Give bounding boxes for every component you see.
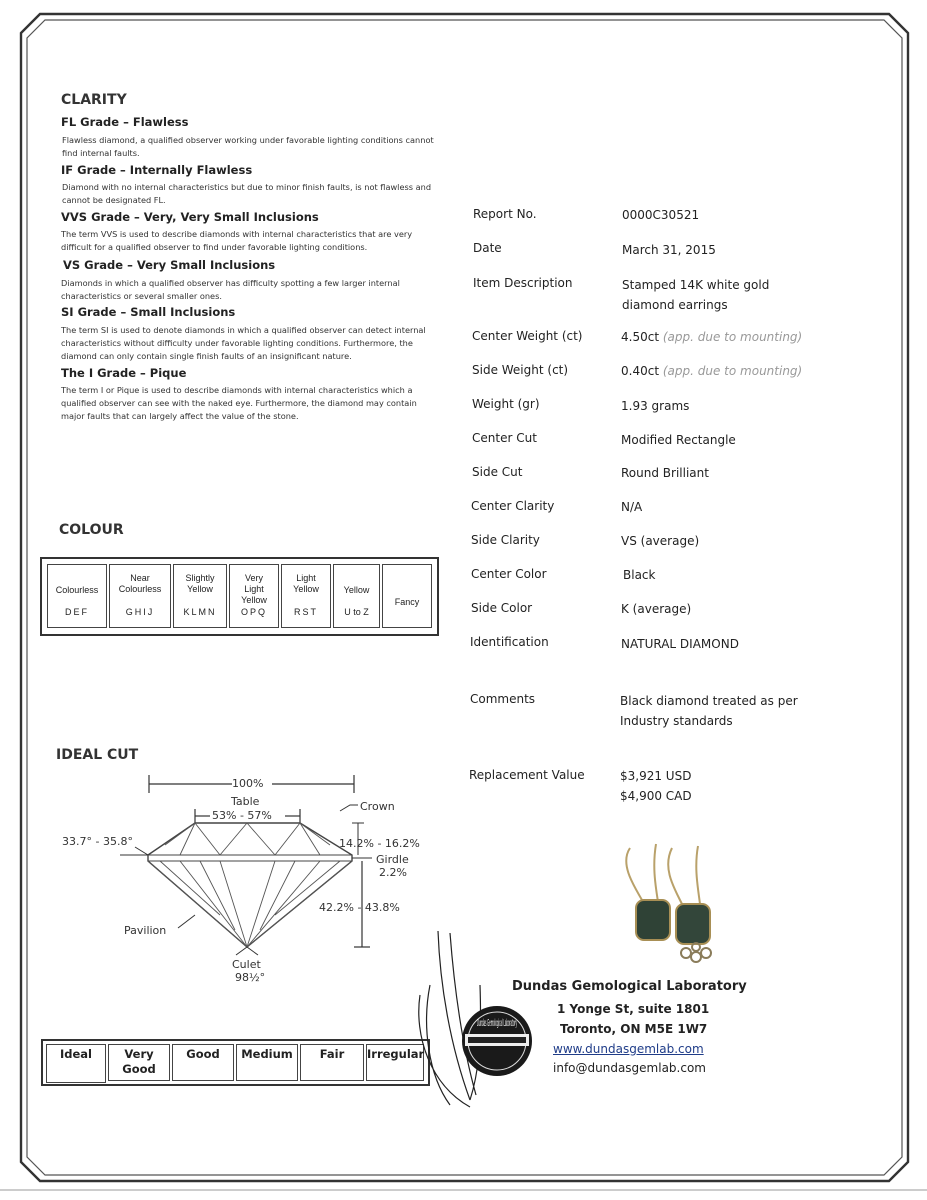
colour-cell-code: DEF — [65, 607, 89, 617]
report-value: NATURAL DIAMOND — [621, 637, 739, 651]
report-value: Black diamond treated as per Industry standards — [620, 694, 798, 728]
clarity-grade-desc: Diamonds in which a qualified observer has difficulty spotting a few larger internal characteristics or several smaller ones. — [61, 278, 400, 301]
colour-cell — [333, 564, 380, 628]
clarity-grade-title: The I Grade – Pique — [61, 366, 187, 380]
report-value-main: 4.50ct — [621, 330, 660, 344]
report-value-note: (app. due to mounting) — [662, 330, 803, 344]
report-value: Stamped 14K white gold diamond earrings — [622, 278, 770, 312]
colour-cell-name: Colourless — [55, 585, 99, 595]
clarity-grade-desc: The term SI is used to denote diamonds in which a qualified observer can detect internal characteristics without difficulty under favorable lighting conditions. Furthermore, the diamond can only contain single finish faults of an insignificant nature. — [61, 325, 426, 361]
clarity-grade-title: FL Grade – Flawless — [61, 115, 189, 129]
report-value: Modified Rectangle — [621, 433, 736, 447]
clarity-heading: CLARITY — [61, 92, 127, 108]
cut-grade-cell: Very Good — [108, 1044, 170, 1081]
report-label: Side Color — [471, 601, 533, 615]
colour-scale-table — [40, 557, 439, 636]
diagram-pavilion-label: Pavilion — [124, 924, 167, 937]
report-value: Black — [623, 568, 656, 582]
clarity-grade-desc: Diamond with no internal characteristics but due to minor finish faults, is not flawless and cannot be designated FL. — [62, 182, 432, 205]
lab-address-line1: 1 Yonge St, suite 1801 — [557, 1002, 710, 1016]
report-value: N/A — [621, 500, 643, 514]
cut-grade-table — [41, 1039, 430, 1086]
report-value: March 31, 2015 — [622, 243, 716, 257]
report-label: Report No. — [473, 207, 537, 221]
report-value: 1.93 grams — [621, 399, 690, 413]
colour-cell — [173, 564, 227, 628]
clarity-grade-desc: Flawless diamond, a qualified observer working under favorable lighting conditions cannot find internal faults. — [62, 135, 434, 158]
report-value-note: (app. due to mounting) — [662, 364, 803, 378]
diagram-crown-height: 14.2% - 16.2% — [339, 837, 420, 850]
report-value: VS (average) — [621, 534, 700, 548]
replacement-label: Replacement Value — [469, 768, 585, 782]
lab-seal — [459, 1003, 535, 1079]
report-value: 0000C30521 — [622, 208, 700, 222]
colour-cell-code: KLMN — [183, 607, 217, 617]
colour-cell-code: U to Z — [344, 607, 369, 617]
cut-grade-cell: Irregular — [366, 1044, 424, 1081]
colour-cell — [382, 564, 432, 628]
diagram-girdle-label: Girdle — [376, 853, 409, 866]
report-label: Center Color — [471, 567, 547, 581]
diagram-pavilion-depth: 42.2% - 43.8% — [319, 901, 400, 914]
report-value: K (average) — [621, 602, 692, 616]
report-label: Date — [473, 241, 502, 255]
replacement-usd: $3,921 USD — [620, 769, 692, 783]
diagram-width-pct: 100% — [232, 777, 264, 790]
report-value — [621, 327, 802, 347]
cut-grade-cell: Ideal — [46, 1044, 106, 1083]
clarity-grade-title: VS Grade – Very Small Inclusions — [63, 258, 276, 272]
diagram-table-label: Table — [231, 795, 260, 808]
report-label: Center Cut — [472, 431, 537, 445]
clarity-grade-title: SI Grade – Small Inclusions — [61, 305, 236, 319]
lab-website-link[interactable]: www.dundasgemlab.com — [553, 1042, 704, 1056]
colour-cell-code: RST — [294, 607, 318, 617]
report-label: Center Weight (ct) — [472, 329, 583, 343]
colour-cell-name: Yellow — [343, 585, 370, 595]
lab-name: Dundas Gemological Laboratory — [512, 979, 747, 994]
colour-cell — [47, 564, 107, 628]
report-label: Side Weight (ct) — [472, 363, 569, 377]
diagram-culet-label: Culet — [232, 958, 261, 971]
colour-cell — [281, 564, 331, 628]
cut-grade-cell: Medium — [236, 1044, 298, 1081]
diagram-girdle-pct: 2.2% — [379, 866, 407, 879]
ideal-cut-heading: IDEAL CUT — [56, 747, 139, 763]
lab-address-line2: Toronto, ON M5E 1W7 — [560, 1022, 708, 1036]
report-label: Side Clarity — [471, 533, 540, 547]
diagram-table-pct: 53% - 57% — [212, 809, 272, 822]
earrings-photo — [612, 838, 732, 988]
clarity-grade-title: VVS Grade – Very, Very Small Inclusions — [61, 210, 319, 224]
colour-cell-code: OPQ — [240, 607, 267, 617]
report-label: Weight (gr) — [472, 397, 540, 411]
colour-cell-name: Very Light Yellow — [241, 573, 267, 605]
replacement-cad: $4,900 CAD — [620, 789, 692, 803]
report-value — [621, 361, 802, 381]
clarity-grade-title: IF Grade – Internally Flawless — [61, 163, 253, 177]
report-value: Round Brilliant — [621, 466, 709, 480]
report-value-main: 0.40ct — [621, 364, 660, 378]
colour-cell — [109, 564, 171, 628]
clarity-grade-desc: The term VVS is used to describe diamonds with internal characteristics that are very difficult for a qualified observer to find under favorable lighting conditions. — [61, 229, 413, 252]
colour-cell-name: Slightly Yellow — [185, 573, 215, 594]
report-label: Item Description — [473, 276, 573, 290]
seal-text: Dundas Gemological Laboratory — [477, 1018, 518, 1029]
colour-cell-name: Near Colourless — [118, 573, 162, 594]
colour-cell-name: Light Yellow — [293, 573, 319, 594]
colour-cell — [229, 564, 279, 628]
colour-heading: COLOUR — [59, 522, 124, 538]
cut-grade-cell: Fair — [300, 1044, 364, 1081]
lab-email: info@dundasgemlab.com — [553, 1061, 706, 1075]
clarity-grade-desc: The term I or Pique is used to describe diamonds with internal characteristics which a qualified observer can see with the naked eye. Furthermore, the diamond may contain major faults that can largely affect the value of the stone. — [61, 385, 417, 421]
diagram-crown-angle: 33.7° - 35.8° — [62, 835, 133, 848]
colour-cell-name: Fancy — [394, 597, 420, 607]
diagram-culet-value: 98½° — [235, 971, 266, 984]
cut-grade-cell: Good — [172, 1044, 234, 1081]
report-label: Side Cut — [472, 465, 523, 479]
report-label: Center Clarity — [471, 499, 555, 513]
colour-cell-code: GHIJ — [125, 607, 155, 617]
report-label: Identification — [470, 635, 549, 649]
report-label: Comments — [470, 692, 536, 706]
diagram-crown-label: Crown — [360, 800, 395, 813]
